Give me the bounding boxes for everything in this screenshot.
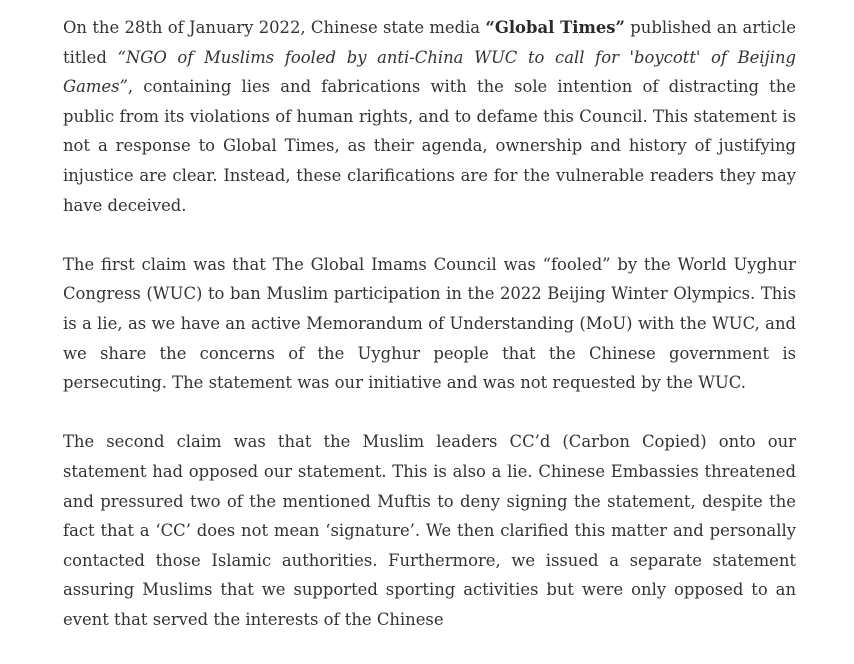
document-body (63, 13, 796, 664)
paragraph-1 (63, 13, 796, 220)
article-title: “NGO of Muslims fooled by anti-China WUC to call for 'boycott' of Beijing Games” (63, 47, 796, 97)
paragraph-1-intro: On the 28th of January 2022, Chinese state media (63, 18, 486, 37)
paragraph-1-mid: published an article titled (63, 18, 796, 67)
paragraph-1-rest: , containing lies and fabrications with the sole intention of distracting the public from its violations of human rights, and to defame this Council. This statement is not a response to Global Times, as their agenda, ownership and history of justifying injustice are clear. Instead, these clarifications are for the vulnerable readers they may have deceived. (63, 77, 796, 215)
paragraph-3: The second claim was that the Muslim leaders CC’d (Carbon Copied) onto our statement had opposed our statement. This is also a lie. Chinese Embassies threatened and pressured two of the mentioned Muftis to deny signing the statement, despite the fact that a ‘CC’ does not mean ‘signature’. We then clarified this matter and personally contacted those Islamic authorities. Furthermore, we issued a separate statement assuring Muslims that we supported sporting activities but were only opposed to an event that served the interests of the Chinese (63, 432, 796, 629)
paragraph-2: The first claim was that The Global Imams Council was “fooled” by the World Uyghur Congress (WUC) to ban Muslim participation in the 2022 Beijing Winter Olympics. This is a lie, as we have an active Memorandum of Understanding (MoU) with the WUC, and we share the concerns of the Uyghur people that the Chinese government is persecuting. The statement was our initiative and was not requested by the WUC. (63, 254, 796, 393)
media-source-name: “Global Times” (485, 18, 625, 37)
